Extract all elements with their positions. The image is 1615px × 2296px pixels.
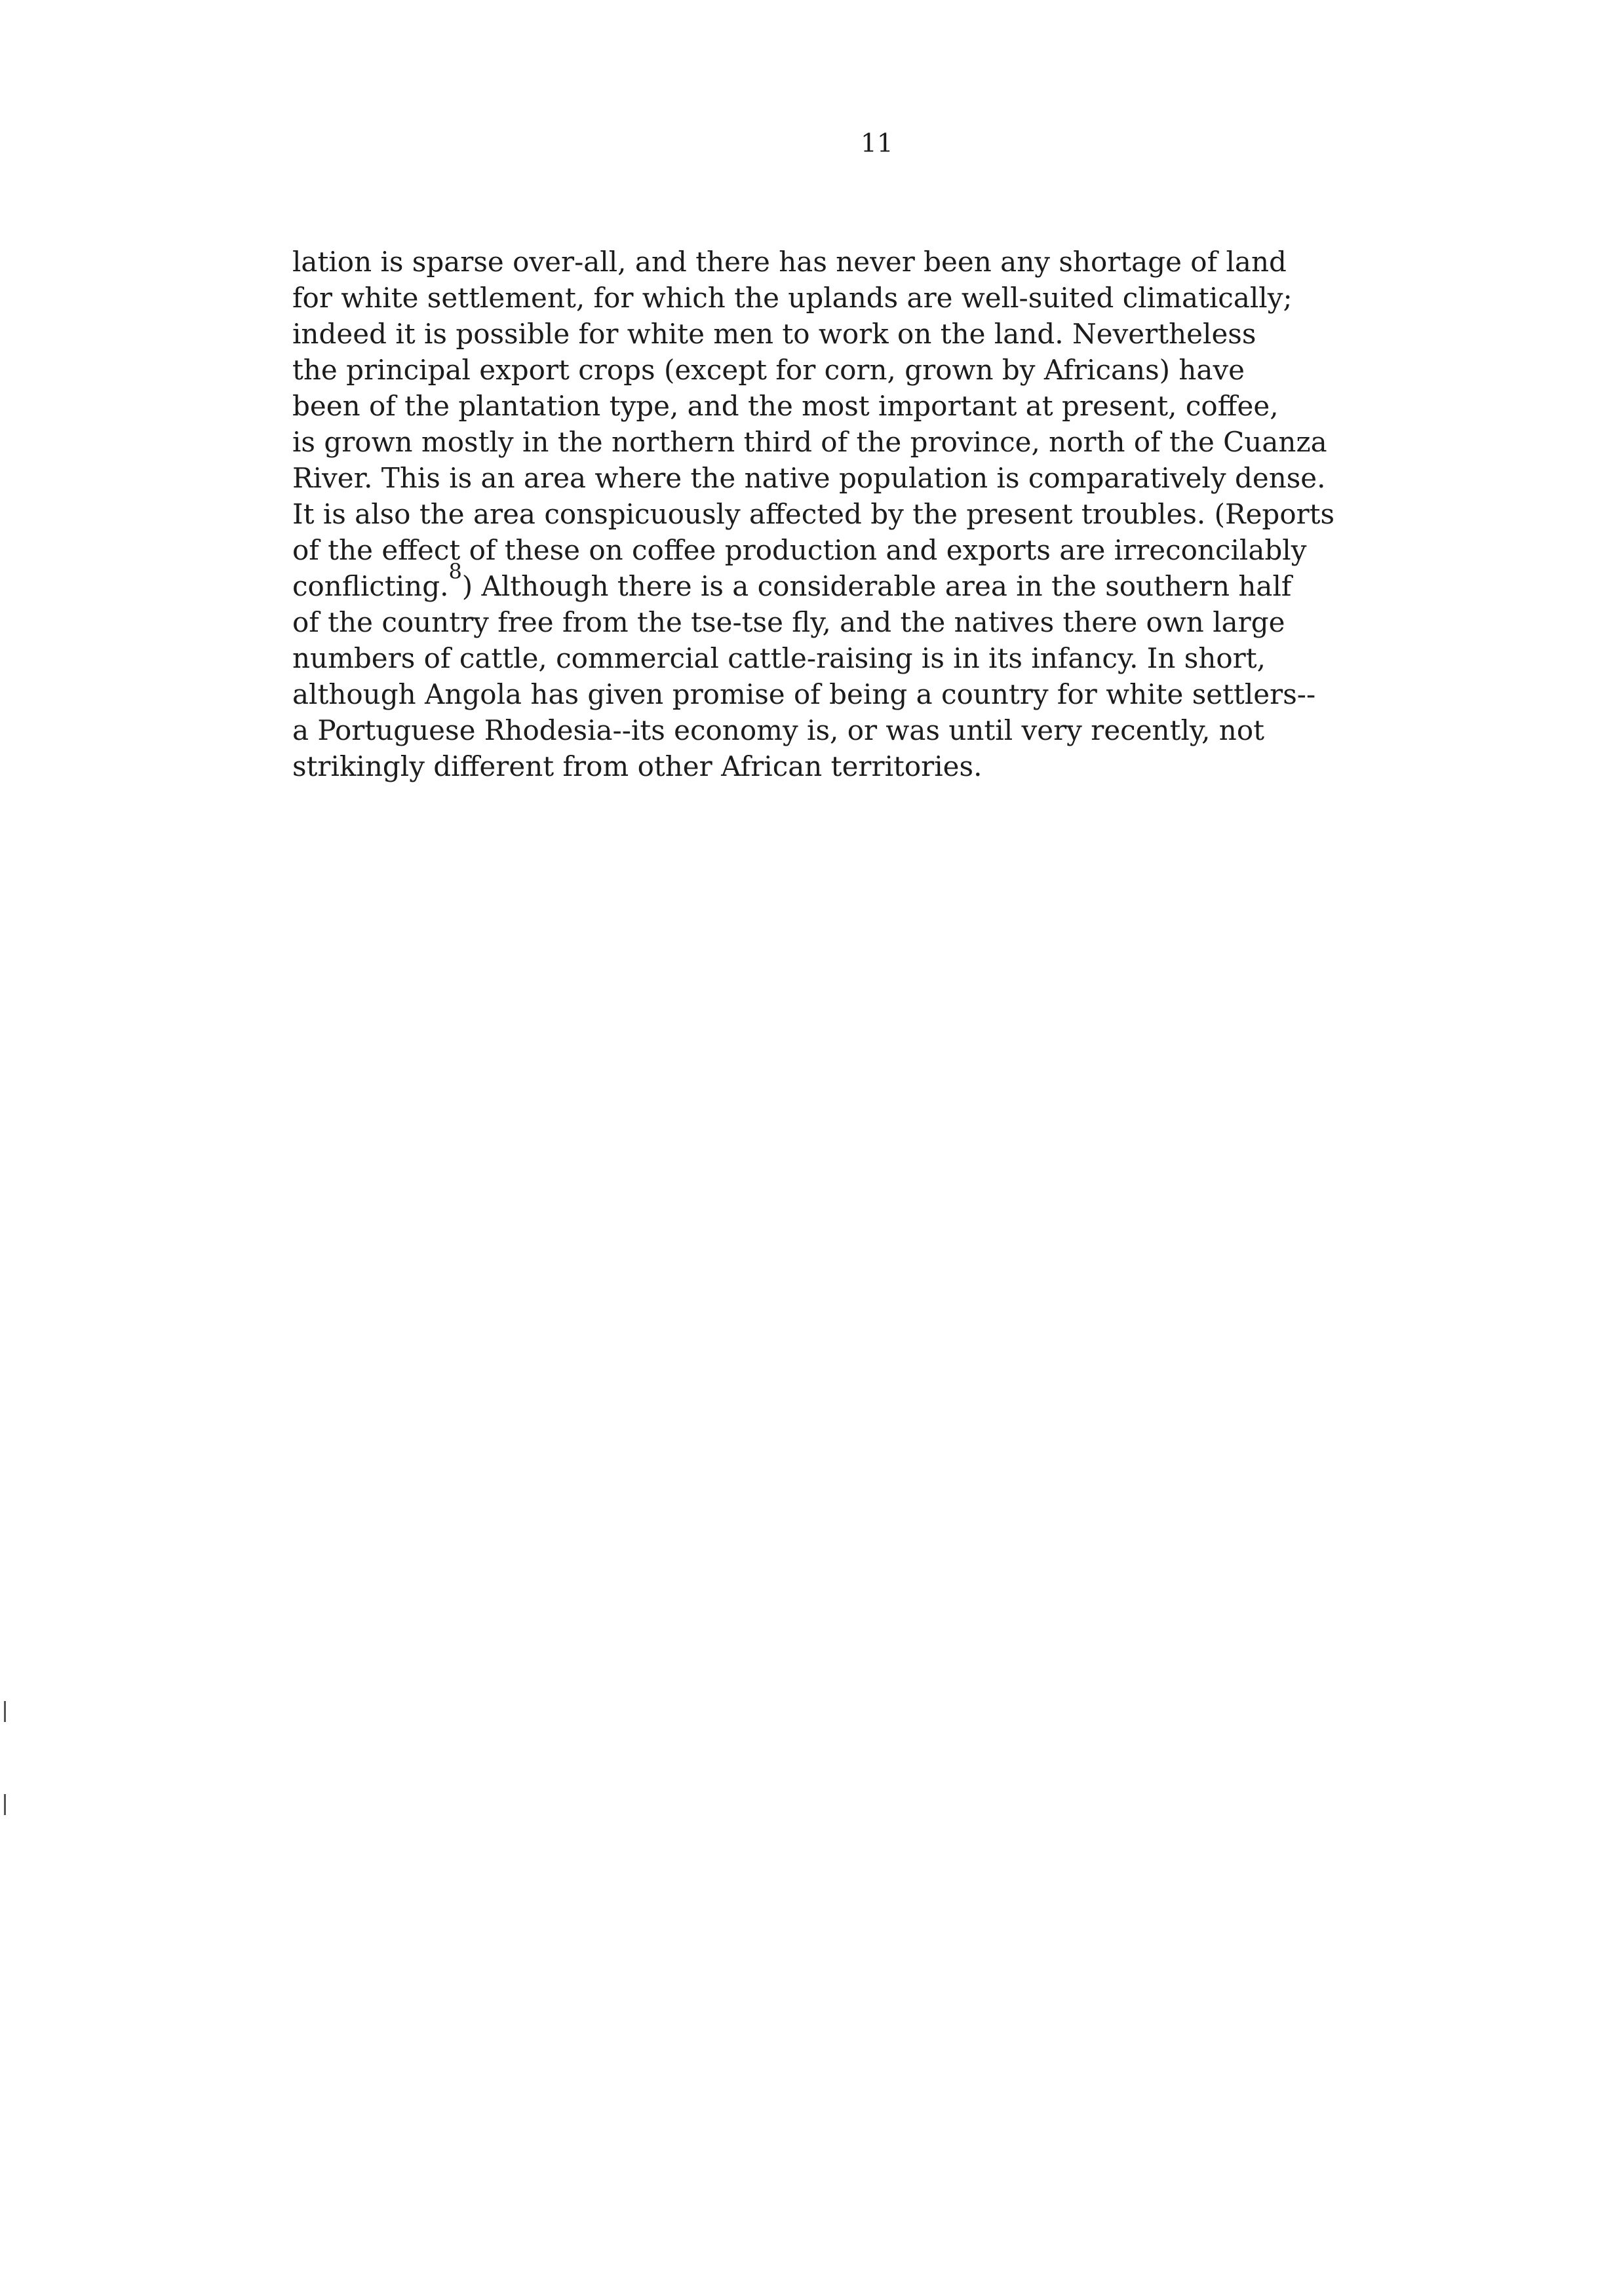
footnote-reference[interactable]: 8 <box>448 559 462 584</box>
footnote-line-before: conflicting. <box>292 570 449 602</box>
text-line: a Portuguese Rhodesia--its economy is, or was until very recently, not <box>292 714 1264 746</box>
text-line: been of the plantation type, and the most important at present, coffee, <box>292 390 1279 422</box>
scan-margin-mark <box>4 1794 6 1815</box>
page-number: 11 <box>861 129 893 159</box>
text-line: indeed it is possible for white men to work on the land. Nevertheless <box>292 318 1256 350</box>
text-line: is grown mostly in the northern third of the province, north of the Cuanza <box>292 426 1327 458</box>
text-line: for white settlement, for which the uplands are well-suited climatically; <box>292 282 1293 314</box>
text-line: It is also the area conspicuously affected by the present troubles. (Reports <box>292 498 1335 530</box>
text-line: River. This is an area where the native population is comparatively dense. <box>292 462 1326 494</box>
scan-margin-mark <box>4 1701 6 1722</box>
footnote-text-line <box>292 559 1420 604</box>
text-line: although Angola has given promise of being a country for white settlers-- <box>292 678 1316 710</box>
text-line: numbers of cattle, commercial cattle-raising is in its infancy. In short, <box>292 642 1266 674</box>
text-line: lation is sparse over-all, and there has never been any shortage of land <box>292 246 1287 278</box>
footnote-line-after: ) Although there is a considerable area in the southern half <box>461 570 1292 602</box>
text-line: of the effect of these on coffee production and exports are irreconcilably <box>292 534 1307 566</box>
text-line: strikingly different from other African territories. <box>292 750 983 782</box>
text-line: of the country free from the tse-tse fly, and the natives there own large <box>292 606 1285 638</box>
body-paragraph <box>292 244 1420 784</box>
text-line: the principal export crops (except for corn, grown by Africans) have <box>292 354 1245 386</box>
